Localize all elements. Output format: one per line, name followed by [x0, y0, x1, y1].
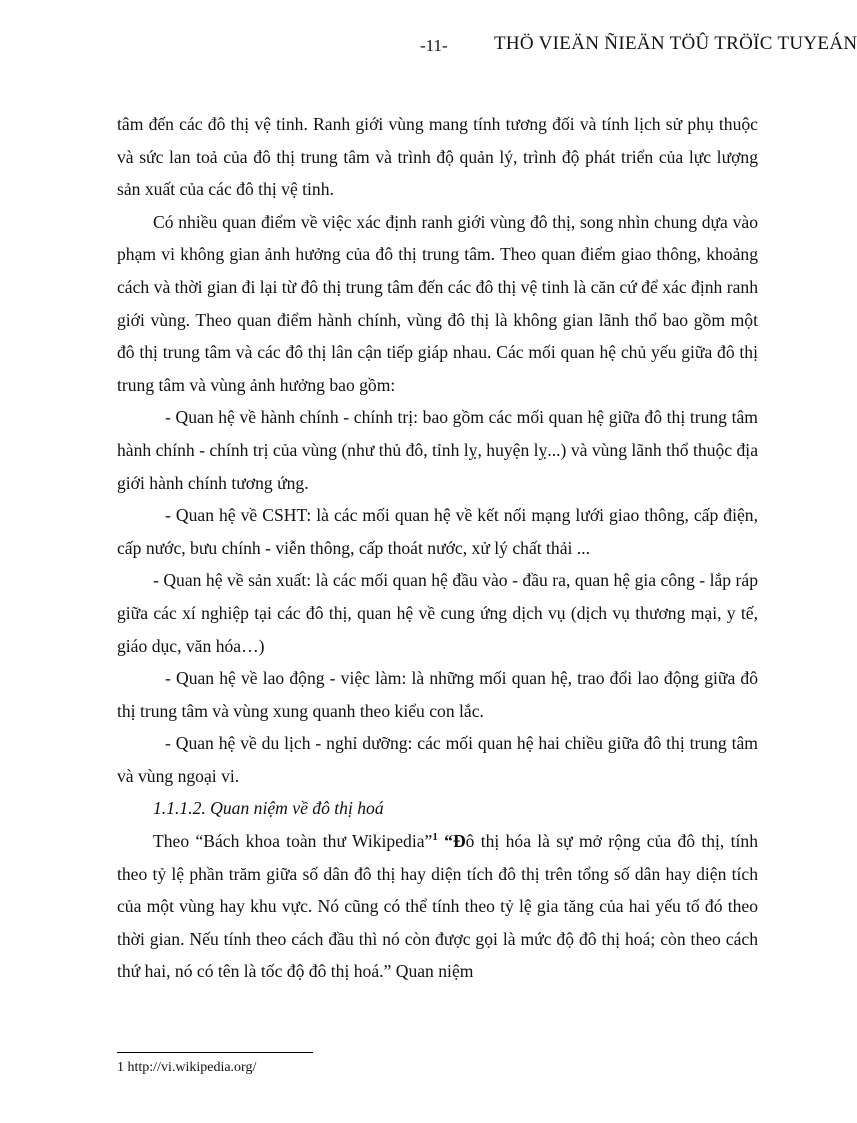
paragraph: tâm đến các đô thị vệ tinh. Ranh giới vùng mang tính tương đối và tính lịch sử phụ thuộc và sức lan toả của đô thị trung tâm và trình độ quản lý, trình độ phát triển của lực lượng sản xuất của các đô thị vệ tinh. [117, 114, 758, 200]
quote-open: “Đ [444, 831, 466, 852]
footnote-divider [117, 1052, 313, 1053]
list-item: - Quan hệ về hành chính - chính trị: bao gồm các mối quan hệ giữa đô thị trung tâm hành chính - chính trị của vùng (như thủ đô, tỉnh lỵ, huyện lỵ...) và vùng lãnh thổ thuộc địa giới hành chính tương ứng. [117, 407, 758, 493]
list-item: - Quan hệ về CSHT: là các mối quan hệ về kết nối mạng lưới giao thông, cấp điện, cấp nước, bưu chính - viễn thông, cấp thoát nước, xử lý chất thải ... [117, 505, 758, 558]
list-item: - Quan hệ về du lịch - nghỉ dưỡng: các mối quan hệ hai chiều giữa đô thị trung tâm và vùng ngoại vi. [117, 733, 758, 786]
list-item: - Quan hệ về lao động - việc làm: là những mối quan hệ, trao đổi lao động giữa đô thị trung tâm và vùng xung quanh theo kiểu con lắc. [117, 668, 758, 721]
header-title: THÖ VIEÄN ÑIEÄN TÖÛ TRÖÏC TUYEÁN [494, 33, 857, 54]
footnote: 1 http://vi.wikipedia.org/ [117, 1060, 257, 1075]
document-body [117, 108, 758, 988]
paragraph-text: ô thị hóa là sự mở rộng của đô thị, tính theo tỷ lệ phần trăm giữa số dân đô thị hay diện tích đô thị trên tổng số dân hay diện tích của một vùng hay khu vực. Nó cũng có thể tính theo tỷ lệ gia tăng của hai yếu tố đó theo thời gian. Nếu tính theo cách đầu thì nó còn được gọi là mức độ đô thị hoá; còn theo cách thứ hai, nó có tên là tốc độ đô thị hoá.” Quan niệm [117, 831, 758, 982]
footnote-reference[interactable]: 1 [432, 831, 438, 844]
paragraph-lead: Theo “Bách khoa toàn thư Wikipedia” [153, 831, 433, 852]
page-header [0, 30, 857, 60]
list-item: - Quan hệ về sản xuất: là các mối quan hệ đầu vào - đầu ra, quan hệ gia công - lắp ráp giữa các xí nghiệp tại các đô thị, quan hệ về cung ứng dịch vụ (dịch vụ thương mại, y tế, giáo dục, văn hóa…) [117, 570, 758, 656]
page-number: -11- [420, 36, 448, 55]
paragraph: Có nhiều quan điểm về việc xác định ranh giới vùng đô thị, song nhìn chung dựa vào phạm vi không gian ảnh hưởng của đô thị trung tâm. Theo quan điểm giao thông, khoảng cách và thời gian đi lại từ đô thị trung tâm đến các đô thị vệ tinh là căn cứ để xác định ranh giới vùng. Theo quan điểm hành chính, vùng đô thị là không gian lãnh thổ bao gồm một đô thị trung tâm và các đô thị lân cận tiếp giáp nhau. Các mối quan hệ chủ yếu giữa đô thị trung tâm và vùng ảnh hưởng bao gồm: [117, 211, 758, 395]
paragraph [117, 825, 758, 988]
section-heading: 1.1.1.2. Quan niệm về đô thị hoá [153, 798, 384, 819]
